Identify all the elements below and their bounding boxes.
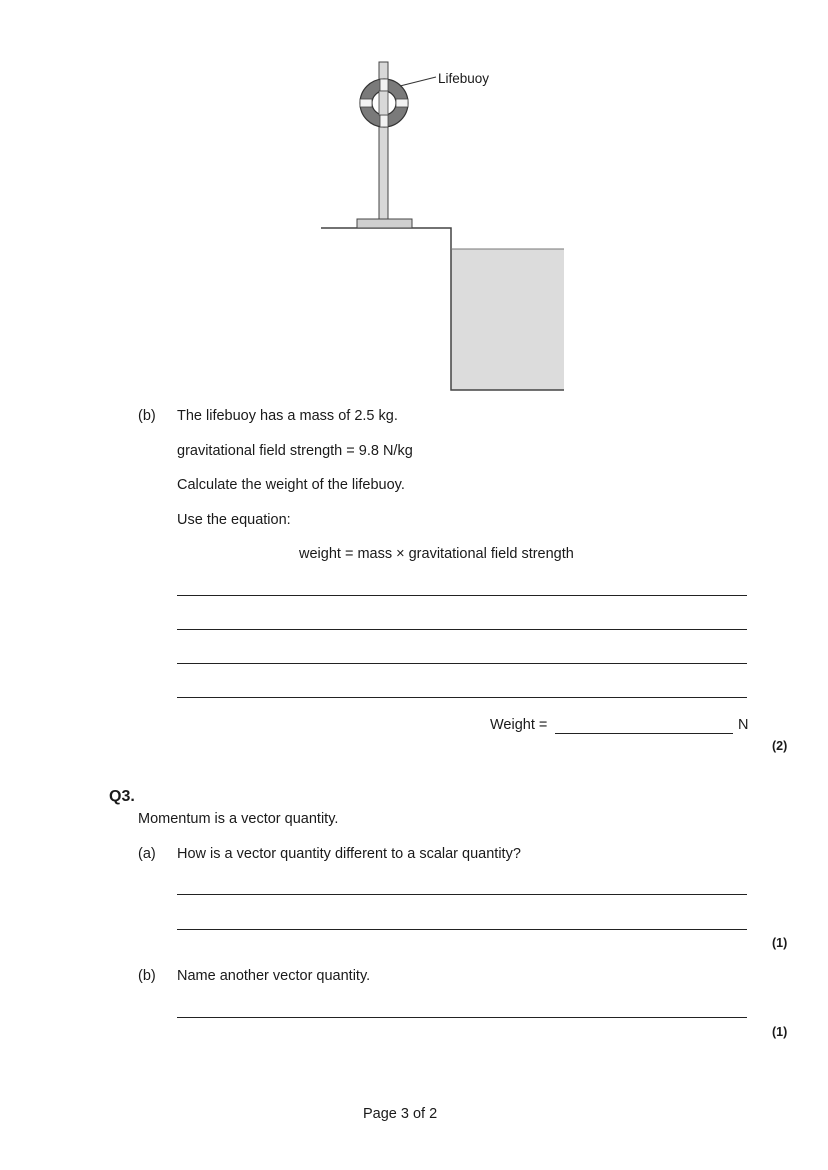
part-b-marks: (2)	[772, 739, 788, 753]
q3a-answer-line-1[interactable]	[177, 894, 747, 895]
weight-answer-field[interactable]	[555, 733, 733, 734]
q3a-answer-line-2[interactable]	[177, 929, 747, 930]
q3-number: Q3.	[109, 788, 135, 805]
working-line-2[interactable]	[177, 629, 747, 630]
working-line-1[interactable]	[177, 595, 747, 596]
post-base	[357, 219, 412, 228]
q3-part-b-marks: (1)	[772, 1025, 788, 1039]
page-number: Page 3 of 2	[363, 1106, 438, 1122]
q3-part-a-question: How is a vector quantity different to a scalar quantity?	[177, 846, 521, 862]
water	[451, 249, 564, 390]
part-b-given: gravitational field strength = 9.8 N/kg	[177, 443, 413, 459]
q3-part-a-marks: (1)	[772, 936, 788, 950]
weight-answer-label: Weight =	[490, 717, 548, 733]
part-b-letter: (b)	[138, 408, 156, 424]
label-leader	[400, 77, 436, 86]
part-b-equation: weight = mass × gravitational field strength	[299, 546, 574, 562]
q3-part-a-letter: (a)	[138, 846, 156, 862]
working-line-3[interactable]	[177, 663, 747, 664]
part-b-use-equation: Use the equation:	[177, 512, 291, 528]
q3-part-b-letter: (b)	[138, 968, 156, 984]
weight-unit: N	[738, 717, 749, 733]
lifebuoy-label: Lifebuoy	[438, 71, 490, 86]
q3-intro: Momentum is a vector quantity.	[138, 811, 339, 827]
q3-part-b-question: Name another vector quantity.	[177, 968, 371, 984]
part-b-task: Calculate the weight of the lifebuoy.	[177, 477, 405, 493]
q3b-answer-line[interactable]	[177, 1017, 747, 1018]
lifebuoy-diagram	[0, 0, 828, 400]
part-b-statement: The lifebuoy has a mass of 2.5 kg.	[177, 408, 398, 424]
working-line-4[interactable]	[177, 697, 747, 698]
